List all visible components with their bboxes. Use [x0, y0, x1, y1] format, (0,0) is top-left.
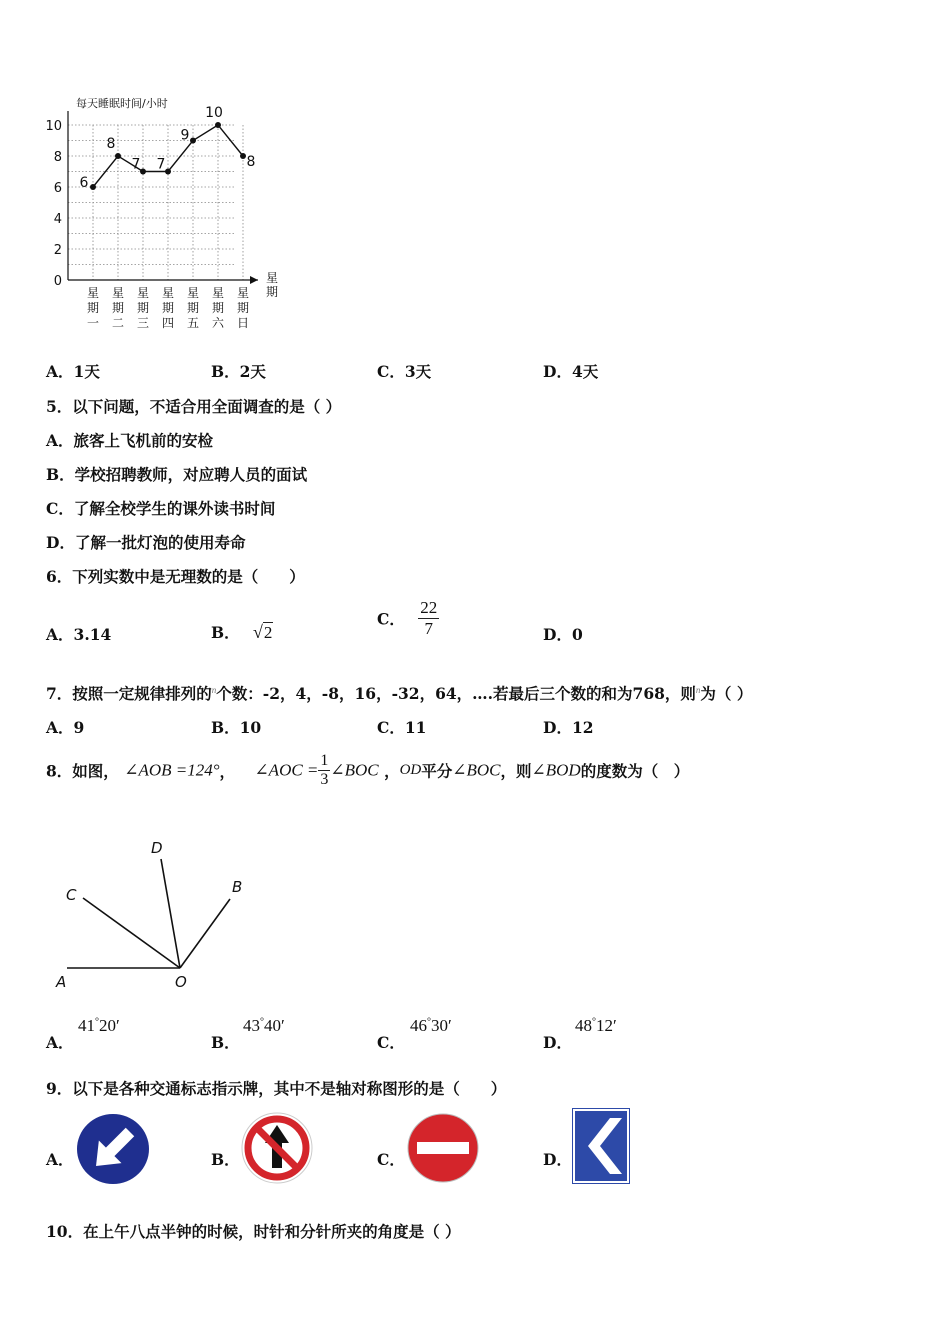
q9-option-b: B． — [211, 1150, 240, 1169]
q5-option-d: D．了解一批灯泡的使用寿命 — [46, 533, 246, 552]
no-entry-sign-icon — [406, 1112, 480, 1184]
data-label: 10 — [205, 105, 223, 121]
x-tick-label: 期 — [136, 301, 150, 315]
q6-stem: 6．下列实数中是无理数的是（ ） — [46, 567, 305, 586]
var-n: n — [695, 684, 701, 695]
q4-option-b: B．2天 — [211, 362, 266, 381]
q9-option-d: D． — [543, 1150, 572, 1169]
ray-od — [161, 859, 180, 968]
x-tick-label: 期 — [111, 301, 125, 315]
x-axis-arrow — [250, 276, 258, 284]
q5-option-c: C．了解全校学生的课外读书时间 — [46, 499, 276, 518]
q9-option-c: C． — [377, 1150, 405, 1169]
var-n: n — [211, 684, 217, 695]
label-d: D — [151, 839, 163, 857]
q5-option-a: A．旅客上飞机前的安检 — [46, 431, 214, 450]
label-b: B — [232, 878, 243, 896]
y-tick-label: 10 — [45, 119, 62, 134]
angle-aob: ∠AOB =124° — [124, 760, 220, 780]
x-tick-label: 星 — [136, 286, 150, 300]
data-label: 7 — [156, 156, 166, 173]
label-c: C — [66, 886, 77, 904]
q7-stem: 7．按照一定规律排列的$^n$个数：-2，4，-8，16，-32，64，….若最后三个数的和为768，则$^n$为（ ） — [46, 684, 753, 703]
q8-option-a-value: 41°20′ — [78, 1016, 120, 1035]
q7-option-c: C．11 — [377, 718, 427, 737]
left-chevron-sign-icon — [572, 1108, 630, 1184]
y-tick-label: 8 — [53, 150, 62, 165]
sleep-line-chart — [40, 95, 290, 335]
q8-option-d-value: 48°12′ — [575, 1016, 617, 1035]
x-tick-label: 星 — [111, 286, 125, 300]
fraction-22-7: $\frac{22}{7}$ — [420, 598, 438, 638]
data-point — [240, 153, 246, 159]
q8-option-a: A． — [46, 1033, 74, 1052]
q9-option-a: A． — [46, 1150, 74, 1169]
x-tick-label: 日 — [236, 316, 250, 330]
y-tick-label: 6 — [53, 181, 62, 196]
q9-stem: 9．以下是各种交通标志指示牌，其中不是轴对称图形的是（ ） — [46, 1079, 507, 1098]
y-tick-label: 4 — [53, 212, 62, 227]
x-tick-label: 星 — [86, 286, 100, 300]
q7-option-b: B．10 — [211, 718, 262, 737]
data-point — [90, 184, 96, 190]
q8-stem: 8．如图， ∠AOB =124°， ∠AOC = $\frac{1}{3}$ ∠BOC ，OD平分∠BOC，则∠BOD的度数为（ ） — [46, 752, 690, 788]
data-label: 8 — [246, 154, 256, 170]
x-axis-title: 期 — [265, 285, 279, 299]
q5-stem: 5．以下问题，不适合用全面调查的是（ ） — [46, 397, 342, 416]
x-tick-label: 三 — [136, 316, 150, 330]
ray-oc — [83, 898, 180, 968]
data-point — [215, 122, 221, 128]
q8-option-b: B． — [211, 1033, 240, 1052]
data-label: 8 — [106, 136, 116, 152]
q6-option-a: A．3.14 — [46, 625, 112, 644]
x-tick-label: 期 — [161, 301, 175, 315]
q7-option-a: A．9 — [46, 718, 85, 737]
q8-option-c: C． — [377, 1033, 405, 1052]
sqrt-symbol: √2 — [253, 622, 273, 642]
x-tick-label: 星 — [161, 286, 175, 300]
x-tick-label: 五 — [186, 316, 200, 330]
data-point — [140, 169, 146, 175]
x-tick-label: 期 — [86, 301, 100, 315]
y-tick-label: 2 — [53, 243, 62, 258]
data-label: 9 — [180, 127, 190, 144]
x-tick-label: 星 — [236, 286, 250, 300]
y-tick-label: 0 — [53, 274, 62, 289]
x-tick-label: 四 — [161, 316, 175, 330]
angle-figure — [50, 835, 260, 995]
label-a: A — [56, 973, 67, 991]
q8-option-d: D． — [543, 1033, 572, 1052]
q5-option-b: B．学校招聘教师，对应聘人员的面试 — [46, 465, 308, 484]
x-tick-label: 六 — [211, 316, 225, 330]
data-point — [115, 153, 121, 159]
data-point — [190, 138, 196, 144]
q6-option-d: D．0 — [543, 625, 583, 644]
data-label: 6 — [79, 175, 89, 191]
x-tick-label: 一 — [86, 316, 100, 330]
data-point — [165, 169, 171, 175]
ray-ob — [180, 899, 230, 968]
q6-option-b: B． √2 — [211, 622, 273, 642]
data-label: 7 — [131, 156, 141, 173]
angle-aoc: ∠AOC = — [254, 760, 319, 780]
x-tick-label: 二 — [111, 316, 125, 330]
x-tick-label: 期 — [236, 301, 250, 315]
q8-option-c-value: 46°30′ — [410, 1016, 452, 1035]
label-o: O — [175, 973, 187, 991]
q7-option-d: D．12 — [543, 718, 594, 737]
x-axis-title: 星 — [265, 271, 279, 285]
x-tick-label: 星 — [186, 286, 200, 300]
q4-option-a: A．1天 — [46, 362, 100, 381]
x-tick-label: 期 — [186, 301, 200, 315]
q4-option-d: D．4天 — [543, 362, 599, 381]
y-axis-title: 每天睡眠时间/小时 — [76, 97, 168, 110]
q8-option-b-value: 43°40′ — [243, 1016, 285, 1035]
q10-stem: 10．在上午八点半钟的时候，时针和分针所夹的角度是（ ） — [46, 1222, 461, 1241]
fraction-one-third: $\frac{1}{3}$ — [320, 752, 329, 788]
x-tick-label: 星 — [211, 286, 225, 300]
keep-left-arrow-sign-icon — [76, 1113, 150, 1185]
q4-option-c: C．3天 — [377, 362, 432, 381]
x-tick-label: 期 — [211, 301, 225, 315]
no-straight-sign-icon — [240, 1111, 314, 1185]
q6-option-c: C． $\frac{22}{7}$ — [377, 598, 438, 638]
